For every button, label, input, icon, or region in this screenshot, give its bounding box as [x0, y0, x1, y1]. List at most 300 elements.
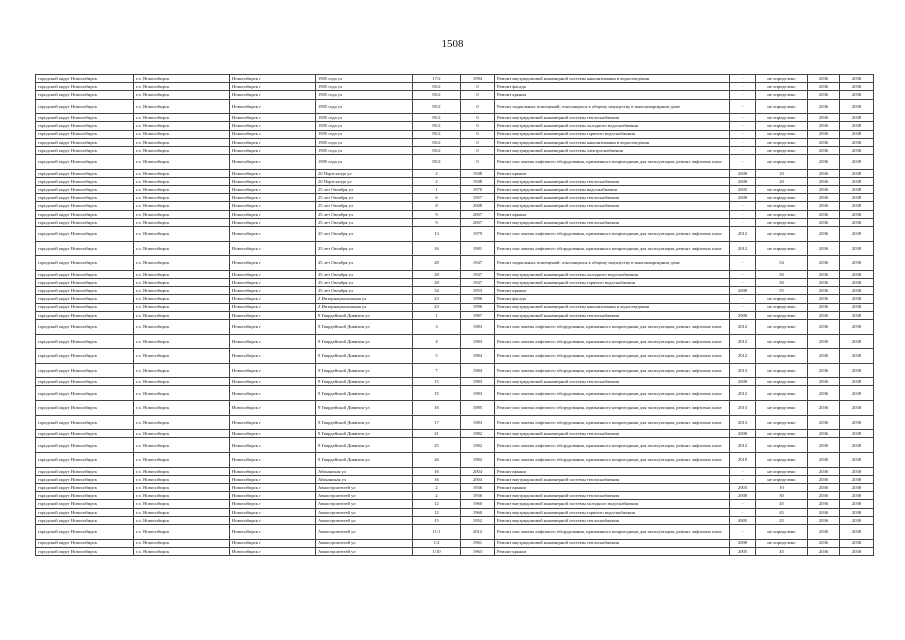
district-cell: г.о. Новосибирск: [134, 430, 230, 438]
table-row: [36, 186, 874, 194]
start-year-cell: 2036: [808, 287, 840, 295]
street-cell: Авиастроителей ул: [316, 508, 413, 516]
wear-cell: не определено: [756, 430, 808, 438]
city-cell: Новосибирск г: [230, 295, 316, 303]
end-year-cell: 2038: [840, 75, 874, 83]
house-cell: 9: [413, 210, 461, 218]
table-row: [36, 241, 874, 256]
district-cell: г.о. Новосибирск: [134, 319, 230, 334]
street-cell: 2 Интернациональная ул: [316, 295, 413, 303]
end-year-cell: 2038: [840, 430, 874, 438]
house-cell: 85/2: [413, 138, 461, 146]
district-cell: г.о. Новосибирск: [134, 349, 230, 364]
street-cell: 9 Гвардейской Дивизии ул: [316, 319, 413, 334]
district-cell: г.о. Новосибирск: [134, 508, 230, 516]
start-year-cell: 2036: [808, 349, 840, 364]
year-cell: 0: [461, 114, 495, 122]
municipality-cell: городской округ Новосибирск: [36, 278, 134, 286]
start-year-cell: 2036: [808, 539, 840, 547]
year-cell: 1982: [461, 453, 495, 468]
street-cell: 1905 года ул: [316, 138, 413, 146]
start-year-cell: 2036: [808, 303, 840, 311]
work-type-cell: Ремонт или замена лифтового оборудования, признанного непригодным для эксплуатации, ремонт лифтовых шахт: [495, 401, 730, 416]
wear-cell: не определено: [756, 146, 808, 154]
municipality-cell: городской округ Новосибирск: [36, 138, 134, 146]
last-repair-cell: -: [730, 202, 756, 210]
last-repair-cell: 2005: [730, 516, 756, 524]
district-cell: г.о. Новосибирск: [134, 241, 230, 256]
last-repair-cell: 2005: [730, 186, 756, 194]
wear-cell: не определено: [756, 349, 808, 364]
year-cell: 1948: [461, 177, 495, 185]
street-cell: 1905 года ул: [316, 83, 413, 91]
house-cell: 12: [413, 500, 461, 508]
district-cell: г.о. Новосибирск: [134, 256, 230, 271]
work-type-cell: Ремонт или замена лифтового оборудования, признанного непригодным для эксплуатации, ремонт лифтовых шахт: [495, 155, 730, 170]
house-cell: 85/2: [413, 91, 461, 99]
municipality-cell: городской округ Новосибирск: [36, 122, 134, 130]
table-row: [36, 295, 874, 303]
house-cell: 12: [413, 508, 461, 516]
end-year-cell: 2038: [840, 256, 874, 271]
house-cell: 16: [413, 241, 461, 256]
table-row: [36, 334, 874, 349]
table-row: [36, 146, 874, 154]
work-type-cell: Ремонт или замена лифтового оборудования, признанного непригодным для эксплуатации, ремонт лифтовых шахт: [495, 453, 730, 468]
house-cell: 26: [413, 453, 461, 468]
wear-cell: не определено: [756, 99, 808, 114]
last-repair-cell: 2008: [730, 492, 756, 500]
house-cell: 28: [413, 256, 461, 271]
municipality-cell: городской округ Новосибирск: [36, 210, 134, 218]
municipality-cell: городской округ Новосибирск: [36, 287, 134, 295]
table-row: [36, 91, 874, 99]
district-cell: г.о. Новосибирск: [134, 138, 230, 146]
wear-cell: не определено: [756, 218, 808, 226]
city-cell: Новосибирск г: [230, 91, 316, 99]
street-cell: Абаканская ул: [316, 475, 413, 483]
last-repair-cell: -: [730, 75, 756, 83]
wear-cell: не определено: [756, 363, 808, 378]
start-year-cell: 2036: [808, 155, 840, 170]
wear-cell: не определено: [756, 524, 808, 539]
municipality-cell: городской округ Новосибирск: [36, 386, 134, 401]
wear-cell: не определено: [756, 319, 808, 334]
city-cell: Новосибирск г: [230, 475, 316, 483]
work-type-cell: Ремонт внутридомовой инженерной системы теплоснабжения: [495, 430, 730, 438]
municipality-cell: городской округ Новосибирск: [36, 516, 134, 524]
year-cell: 1987: [461, 311, 495, 319]
house-cell: 23: [413, 303, 461, 311]
last-repair-cell: -: [730, 83, 756, 91]
last-repair-cell: 2008: [730, 539, 756, 547]
end-year-cell: 2038: [840, 278, 874, 286]
wear-cell: не определено: [756, 155, 808, 170]
end-year-cell: 2038: [840, 270, 874, 278]
last-repair-cell: -: [730, 138, 756, 146]
table-row: [36, 430, 874, 438]
end-year-cell: 2038: [840, 202, 874, 210]
table-row: [36, 508, 874, 516]
city-cell: Новосибирск г: [230, 278, 316, 286]
municipality-cell: городской округ Новосибирск: [36, 177, 134, 185]
municipality-cell: городской округ Новосибирск: [36, 227, 134, 242]
street-cell: 25 лет Октября ул: [316, 270, 413, 278]
end-year-cell: 2038: [840, 386, 874, 401]
street-cell: 1905 года ул: [316, 122, 413, 130]
street-cell: 9 Гвардейской Дивизии ул: [316, 453, 413, 468]
work-type-cell: Ремонт или замена лифтового оборудования, признанного непригодным для эксплуатации, ремонт лифтовых шахт: [495, 363, 730, 378]
last-repair-cell: 2012: [730, 386, 756, 401]
start-year-cell: 2036: [808, 177, 840, 185]
wear-cell: 45: [756, 547, 808, 555]
start-year-cell: 2036: [808, 492, 840, 500]
last-repair-cell: -: [730, 91, 756, 99]
work-type-cell: Ремонт внутридомовой инженерной системы канализования и водоотведения: [495, 75, 730, 83]
wear-cell: не определено: [756, 91, 808, 99]
street-cell: 1905 года ул: [316, 91, 413, 99]
street-cell: 1905 года ул: [316, 75, 413, 83]
end-year-cell: 2038: [840, 500, 874, 508]
house-cell: 15: [413, 386, 461, 401]
house-cell: 15: [413, 378, 461, 386]
start-year-cell: 2036: [808, 430, 840, 438]
municipality-cell: городской округ Новосибирск: [36, 130, 134, 138]
start-year-cell: 2036: [808, 130, 840, 138]
year-cell: 1983: [461, 334, 495, 349]
street-cell: 25 лет Октября ул: [316, 202, 413, 210]
wear-cell: 54: [756, 256, 808, 271]
wear-cell: не определено: [756, 186, 808, 194]
street-cell: Авиастроителей ул: [316, 500, 413, 508]
end-year-cell: 2038: [840, 334, 874, 349]
year-cell: 2004: [461, 475, 495, 483]
district-cell: г.о. Новосибирск: [134, 484, 230, 492]
work-type-cell: Ремонт внутридомовой инженерной системы электроснабжения: [495, 146, 730, 154]
work-type-cell: Ремонт внутридомовой инженерной системы теплоснабжения: [495, 311, 730, 319]
last-repair-cell: -: [730, 303, 756, 311]
end-year-cell: 2038: [840, 401, 874, 416]
year-cell: 0: [461, 83, 495, 91]
street-cell: 25 лет Октября ул: [316, 241, 413, 256]
district-cell: г.о. Новосибирск: [134, 475, 230, 483]
year-cell: 1960: [461, 508, 495, 516]
table-row: [36, 227, 874, 242]
start-year-cell: 2036: [808, 256, 840, 271]
district-cell: г.о. Новосибирск: [134, 177, 230, 185]
start-year-cell: 2036: [808, 524, 840, 539]
year-cell: 1984: [461, 363, 495, 378]
municipality-cell: городской округ Новосибирск: [36, 547, 134, 555]
district-cell: г.о. Новосибирск: [134, 539, 230, 547]
end-year-cell: 2038: [840, 83, 874, 91]
end-year-cell: 2038: [840, 349, 874, 364]
municipality-cell: городской округ Новосибирск: [36, 524, 134, 539]
city-cell: Новосибирск г: [230, 287, 316, 295]
work-type-cell: Ремонт крыши: [495, 467, 730, 475]
city-cell: Новосибирск г: [230, 539, 316, 547]
municipality-cell: городской округ Новосибирск: [36, 500, 134, 508]
municipality-cell: городской округ Новосибирск: [36, 99, 134, 114]
year-cell: 1947: [461, 278, 495, 286]
municipality-cell: городской округ Новосибирск: [36, 484, 134, 492]
work-type-cell: Ремонт внутридомовой инженерной системы холодного водоснабжения: [495, 122, 730, 130]
last-repair-cell: 2013: [730, 401, 756, 416]
start-year-cell: 2036: [808, 386, 840, 401]
city-cell: Новосибирск г: [230, 524, 316, 539]
city-cell: Новосибирск г: [230, 349, 316, 364]
work-type-cell: Ремонт или замена лифтового оборудования, признанного непригодным для эксплуатации, ремонт лифтовых шахт: [495, 386, 730, 401]
table-row: [36, 99, 874, 114]
city-cell: Новосибирск г: [230, 114, 316, 122]
end-year-cell: 2038: [840, 475, 874, 483]
wear-cell: не определено: [756, 475, 808, 483]
municipality-cell: городской округ Новосибирск: [36, 241, 134, 256]
wear-cell: не определено: [756, 122, 808, 130]
table-row: [36, 547, 874, 555]
city-cell: Новосибирск г: [230, 256, 316, 271]
last-repair-cell: 2012: [730, 334, 756, 349]
last-repair-cell: 2008: [730, 177, 756, 185]
work-type-cell: Ремонт крыши: [495, 91, 730, 99]
street-cell: 25 лет Октября ул: [316, 256, 413, 271]
year-cell: 1983: [461, 378, 495, 386]
street-cell: 9 Гвардейской Дивизии ул: [316, 438, 413, 453]
street-cell: Авиастроителей ул: [316, 539, 413, 547]
last-repair-cell: 2008: [730, 169, 756, 177]
start-year-cell: 2036: [808, 319, 840, 334]
year-cell: 1952: [461, 516, 495, 524]
work-type-cell: Ремонт внутридомовой инженерной системы канализования и водоотведения: [495, 303, 730, 311]
house-cell: 16: [413, 401, 461, 416]
table-row: [36, 401, 874, 416]
end-year-cell: 2038: [840, 319, 874, 334]
city-cell: Новосибирск г: [230, 303, 316, 311]
city-cell: Новосибирск г: [230, 547, 316, 555]
district-cell: г.о. Новосибирск: [134, 155, 230, 170]
city-cell: Новосибирск г: [230, 467, 316, 475]
start-year-cell: 2036: [808, 334, 840, 349]
start-year-cell: 2036: [808, 475, 840, 483]
work-type-cell: Ремонт фасада: [495, 83, 730, 91]
street-cell: Абаканская ул: [316, 467, 413, 475]
start-year-cell: 2036: [808, 311, 840, 319]
start-year-cell: 2036: [808, 186, 840, 194]
last-repair-cell: -: [730, 524, 756, 539]
house-cell: 16: [413, 475, 461, 483]
work-type-cell: Ремонт или замена лифтового оборудования, признанного непригодным для эксплуатации, ремонт лифтовых шахт: [495, 334, 730, 349]
municipality-cell: городской округ Новосибирск: [36, 114, 134, 122]
district-cell: г.о. Новосибирск: [134, 194, 230, 202]
end-year-cell: 2038: [840, 227, 874, 242]
table-row: [36, 349, 874, 364]
table-row: [36, 453, 874, 468]
municipality-cell: городской округ Новосибирск: [36, 467, 134, 475]
house-cell: 85/2: [413, 122, 461, 130]
city-cell: Новосибирск г: [230, 75, 316, 83]
table-row: [36, 218, 874, 226]
city-cell: Новосибирск г: [230, 500, 316, 508]
house-cell: 85/2: [413, 83, 461, 91]
start-year-cell: 2036: [808, 169, 840, 177]
table-row: [36, 467, 874, 475]
last-repair-cell: -: [730, 500, 756, 508]
work-type-cell: Ремонт внутридомовой инженерной системы теплоснабжения: [495, 492, 730, 500]
municipality-cell: городской округ Новосибирск: [36, 349, 134, 364]
house-cell: 34: [413, 287, 461, 295]
year-cell: 1947: [461, 256, 495, 271]
work-type-cell: Ремонт внутридомовой инженерной системы теплоснабжения: [495, 218, 730, 226]
work-type-cell: Ремонт внутридомовой инженерной системы горячего водоснабжения: [495, 130, 730, 138]
start-year-cell: 2036: [808, 99, 840, 114]
wear-cell: 10: [756, 484, 808, 492]
last-repair-cell: -: [730, 475, 756, 483]
last-repair-cell: 2008: [730, 311, 756, 319]
year-cell: 1936: [461, 492, 495, 500]
year-cell: 1957: [461, 194, 495, 202]
district-cell: г.о. Новосибирск: [134, 524, 230, 539]
last-repair-cell: 2012: [730, 227, 756, 242]
start-year-cell: 2036: [808, 363, 840, 378]
street-cell: 9 Гвардейской Дивизии ул: [316, 415, 413, 430]
end-year-cell: 2038: [840, 453, 874, 468]
work-type-cell: Ремонт или замена лифтового оборудования, признанного непригодным для эксплуатации, ремонт лифтовых шахт: [495, 349, 730, 364]
year-cell: 0: [461, 91, 495, 99]
municipality-cell: городской округ Новосибирск: [36, 256, 134, 271]
municipality-cell: городской округ Новосибирск: [36, 453, 134, 468]
last-repair-cell: -: [730, 146, 756, 154]
table-body: [36, 75, 874, 556]
start-year-cell: 2036: [808, 270, 840, 278]
wear-cell: не определено: [756, 467, 808, 475]
district-cell: г.о. Новосибирск: [134, 438, 230, 453]
table-row: [36, 319, 874, 334]
table-row: [36, 270, 874, 278]
city-cell: Новосибирск г: [230, 218, 316, 226]
municipality-cell: городской округ Новосибирск: [36, 430, 134, 438]
start-year-cell: 2036: [808, 218, 840, 226]
house-cell: 1: [413, 311, 461, 319]
table-row: [36, 122, 874, 130]
end-year-cell: 2038: [840, 508, 874, 516]
street-cell: 1905 года ул: [316, 130, 413, 138]
city-cell: Новосибирск г: [230, 99, 316, 114]
wear-cell: не определено: [756, 241, 808, 256]
city-cell: Новосибирск г: [230, 334, 316, 349]
wear-cell: не определено: [756, 453, 808, 468]
city-cell: Новосибирск г: [230, 169, 316, 177]
end-year-cell: 2038: [840, 287, 874, 295]
street-cell: 25 лет Октября ул: [316, 186, 413, 194]
work-type-cell: Ремонт крыши: [495, 210, 730, 218]
work-type-cell: Ремонт внутридомовой инженерной системы теплоснабжения: [495, 177, 730, 185]
end-year-cell: 2038: [840, 484, 874, 492]
house-cell: 2: [413, 177, 461, 185]
wear-cell: не определено: [756, 75, 808, 83]
wear-cell: 30: [756, 492, 808, 500]
district-cell: г.о. Новосибирск: [134, 547, 230, 555]
last-repair-cell: -: [730, 270, 756, 278]
start-year-cell: 2036: [808, 75, 840, 83]
end-year-cell: 2038: [840, 130, 874, 138]
district-cell: г.о. Новосибирск: [134, 202, 230, 210]
house-cell: 21: [413, 430, 461, 438]
municipality-cell: городской округ Новосибирск: [36, 202, 134, 210]
start-year-cell: 2036: [808, 547, 840, 555]
wear-cell: не определено: [756, 311, 808, 319]
table-row: [36, 194, 874, 202]
table-row: [36, 484, 874, 492]
table-row: [36, 287, 874, 295]
year-cell: 1984: [461, 349, 495, 364]
page-number: 1508: [441, 38, 464, 50]
city-cell: Новосибирск г: [230, 241, 316, 256]
end-year-cell: 2038: [840, 138, 874, 146]
last-repair-cell: -: [730, 114, 756, 122]
end-year-cell: 2038: [840, 295, 874, 303]
municipality-cell: городской округ Новосибирск: [36, 401, 134, 416]
table-row: [36, 177, 874, 185]
street-cell: 25 лет Октября ул: [316, 194, 413, 202]
municipality-cell: городской округ Новосибирск: [36, 146, 134, 154]
house-cell: 11/1: [413, 524, 461, 539]
city-cell: Новосибирск г: [230, 83, 316, 91]
street-cell: 25 лет Октября ул: [316, 218, 413, 226]
street-cell: 25 лет Октября ул: [316, 278, 413, 286]
wear-cell: не определено: [756, 210, 808, 218]
year-cell: 0: [461, 155, 495, 170]
last-repair-cell: -: [730, 218, 756, 226]
end-year-cell: 2038: [840, 311, 874, 319]
table-row: [36, 438, 874, 453]
work-type-cell: Ремонт внутридомовой инженерной системы теплоснабжения: [495, 539, 730, 547]
district-cell: г.о. Новосибирск: [134, 122, 230, 130]
city-cell: Новосибирск г: [230, 194, 316, 202]
work-type-cell: Ремонт или замена лифтового оборудования, признанного непригодным для эксплуатации, ремонт лифтовых шахт: [495, 524, 730, 539]
table-row: [36, 500, 874, 508]
city-cell: Новосибирск г: [230, 155, 316, 170]
last-repair-cell: 2005: [730, 547, 756, 555]
start-year-cell: 2036: [808, 278, 840, 286]
table-row: [36, 492, 874, 500]
street-cell: 9 Гвардейской Дивизии ул: [316, 386, 413, 401]
last-repair-cell: -: [730, 210, 756, 218]
year-cell: 1983: [461, 415, 495, 430]
table-row: [36, 210, 874, 218]
year-cell: 1936: [461, 484, 495, 492]
end-year-cell: 2038: [840, 122, 874, 130]
end-year-cell: 2038: [840, 516, 874, 524]
start-year-cell: 2036: [808, 295, 840, 303]
start-year-cell: 2036: [808, 438, 840, 453]
work-type-cell: Ремонт внутридомовой инженерной системы водоснабжения: [495, 186, 730, 194]
municipality-cell: городской округ Новосибирск: [36, 295, 134, 303]
year-cell: 1981: [461, 241, 495, 256]
house-cell: 16: [413, 467, 461, 475]
city-cell: Новосибирск г: [230, 516, 316, 524]
municipality-cell: городской округ Новосибирск: [36, 218, 134, 226]
year-cell: 0: [461, 122, 495, 130]
district-cell: г.о. Новосибирск: [134, 311, 230, 319]
work-type-cell: Ремонт крыши: [495, 287, 730, 295]
house-cell: 85/2: [413, 99, 461, 114]
table-row: [36, 539, 874, 547]
municipality-cell: городской округ Новосибирск: [36, 155, 134, 170]
end-year-cell: 2038: [840, 492, 874, 500]
last-repair-cell: 2012: [730, 349, 756, 364]
wear-cell: не определено: [756, 202, 808, 210]
house-cell: 17: [413, 415, 461, 430]
